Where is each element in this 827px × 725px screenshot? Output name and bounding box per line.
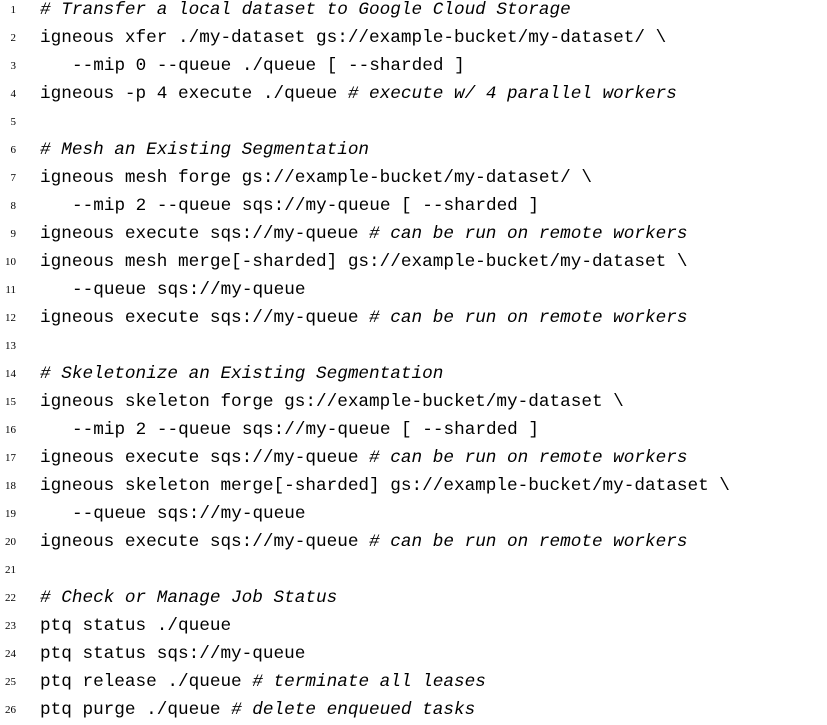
code-command: igneous execute sqs://my-queue (40, 224, 370, 244)
code-line (0, 472, 827, 500)
code-comment: # Skeletonize an Existing Segmentation (40, 364, 444, 384)
line-number: 10 (5, 256, 16, 268)
code-text (40, 52, 465, 80)
code-comment: # can be run on remote workers (369, 532, 688, 552)
code-text (40, 136, 369, 164)
line-number: 8 (10, 200, 16, 212)
code-line (0, 584, 827, 612)
code-line (0, 164, 827, 192)
code-text (40, 276, 306, 304)
line-number: 1 (10, 4, 16, 16)
line-number: 9 (10, 228, 16, 240)
line-number: 26 (5, 704, 16, 716)
code-text (40, 584, 337, 612)
code-command: igneous execute sqs://my-queue (40, 532, 370, 552)
code-line (0, 276, 827, 304)
code-text (40, 444, 687, 472)
line-number: 6 (10, 144, 16, 156)
code-line (0, 0, 827, 24)
code-comment: # terminate all leases (252, 672, 486, 692)
code-command: igneous skeleton merge[-sharded] gs://example-bucket/my-dataset \ (40, 476, 730, 496)
code-comment: # delete enqueued tasks (231, 700, 476, 720)
code-line (0, 136, 827, 164)
code-command: igneous -p 4 execute ./queue (40, 84, 348, 104)
line-number: 16 (5, 424, 16, 436)
code-text (40, 0, 571, 24)
code-text (40, 248, 687, 276)
code-command: --mip 2 --queue sqs://my-queue [ --sharded ] (72, 196, 540, 216)
line-number: 19 (5, 508, 16, 520)
code-line (0, 332, 827, 360)
line-number: 20 (5, 536, 16, 548)
line-number: 23 (5, 620, 16, 632)
code-line (0, 668, 827, 696)
code-comment: # Transfer a local dataset to Google Cloud Storage (40, 0, 571, 20)
line-number: 4 (10, 88, 16, 100)
line-number: 12 (5, 312, 16, 324)
code-line (0, 500, 827, 528)
code-text (40, 416, 539, 444)
code-comment: # execute w/ 4 parallel workers (347, 84, 677, 104)
line-number: 25 (5, 676, 16, 688)
code-command: igneous mesh merge[-sharded] gs://example-bucket/my-dataset \ (40, 252, 688, 272)
code-line (0, 416, 827, 444)
line-number: 22 (5, 592, 16, 604)
code-line (0, 360, 827, 388)
code-command: igneous skeleton forge gs://example-bucket/my-dataset \ (40, 392, 624, 412)
code-text (40, 668, 486, 696)
line-number: 17 (5, 452, 16, 464)
line-number: 2 (10, 32, 16, 44)
code-command: ptq purge ./queue (40, 700, 232, 720)
code-text (40, 640, 305, 668)
code-text (40, 304, 687, 332)
code-text (40, 472, 730, 500)
line-number: 7 (10, 172, 16, 184)
line-number: 18 (5, 480, 16, 492)
code-line (0, 248, 827, 276)
code-command: igneous xfer ./my-dataset gs://example-bucket/my-dataset/ \ (40, 28, 667, 48)
line-number: 3 (10, 60, 16, 72)
code-text (40, 696, 475, 724)
code-line (0, 388, 827, 416)
code-command: ptq release ./queue (40, 672, 253, 692)
code-text (40, 220, 687, 248)
code-line (0, 52, 827, 80)
code-line (0, 528, 827, 556)
line-number: 24 (5, 648, 16, 660)
code-text (40, 24, 666, 52)
code-line (0, 556, 827, 584)
code-command: --mip 0 --queue ./queue [ --sharded ] (72, 56, 465, 76)
code-command: ptq status sqs://my-queue (40, 644, 306, 664)
code-command: --queue sqs://my-queue (72, 280, 306, 300)
code-text (40, 388, 624, 416)
code-line (0, 108, 827, 136)
line-number: 5 (10, 116, 16, 128)
code-command: igneous execute sqs://my-queue (40, 308, 370, 328)
code-text (40, 192, 539, 220)
code-line (0, 24, 827, 52)
code-command: igneous execute sqs://my-queue (40, 448, 370, 468)
code-comment: # Mesh an Existing Segmentation (40, 140, 370, 160)
code-command: igneous mesh forge gs://example-bucket/my-dataset/ \ (40, 168, 592, 188)
code-command: --mip 2 --queue sqs://my-queue [ --sharded ] (72, 420, 540, 440)
code-line (0, 192, 827, 220)
line-number: 15 (5, 396, 16, 408)
code-comment: # Check or Manage Job Status (40, 588, 338, 608)
code-command: ptq status ./queue (40, 616, 232, 636)
code-comment: # can be run on remote workers (369, 308, 688, 328)
code-comment: # can be run on remote workers (369, 448, 688, 468)
code-line (0, 444, 827, 472)
code-text (40, 80, 677, 108)
code-line (0, 640, 827, 668)
line-number: 21 (5, 564, 16, 576)
code-command: --queue sqs://my-queue (72, 504, 306, 524)
code-text (40, 500, 306, 528)
code-text (40, 528, 687, 556)
code-line (0, 80, 827, 108)
code-line (0, 220, 827, 248)
code-comment: # can be run on remote workers (369, 224, 688, 244)
code-line (0, 612, 827, 640)
line-number: 14 (5, 368, 16, 380)
code-text (40, 164, 592, 192)
code-text (40, 360, 443, 388)
code-line (0, 304, 827, 332)
code-line (0, 696, 827, 724)
line-number: 13 (5, 340, 16, 352)
code-text (40, 612, 231, 640)
line-number: 11 (5, 284, 16, 296)
